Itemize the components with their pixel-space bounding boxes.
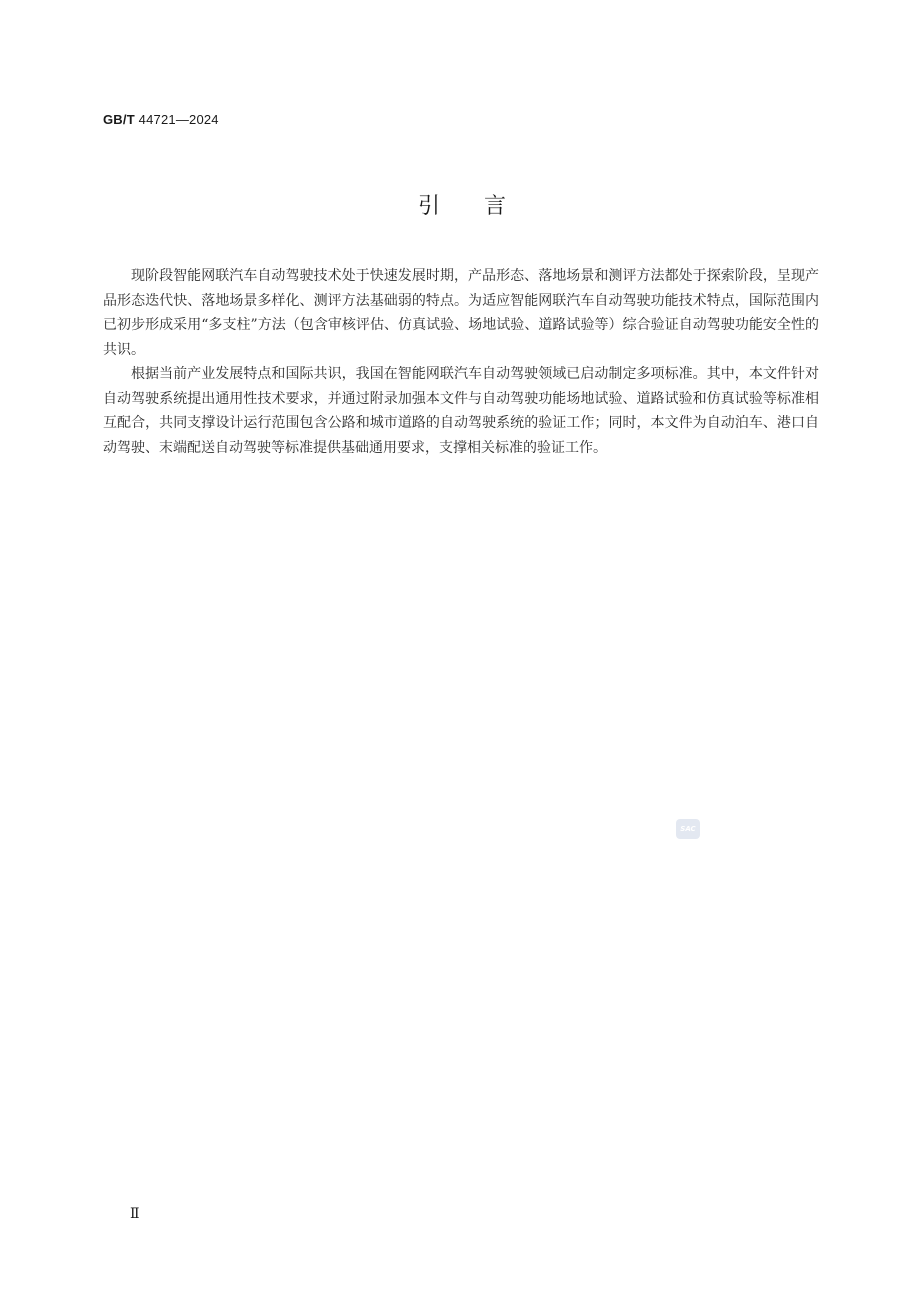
- standard-number: 44721—2024: [134, 112, 219, 127]
- sac-watermark-logo: SAC: [676, 819, 700, 839]
- page-number: Ⅱ: [130, 1206, 140, 1222]
- standard-code: [103, 112, 219, 127]
- introduction-body: [103, 264, 819, 460]
- paragraph-2: 根据当前产业发展特点和国际共识，我国在智能网联汽车自动驾驶领域已启动制定多项标准。其中，本文件针对自动驾驶系统提出通用性技术要求，并通过附录加强本文件与自动驾驶功能场地试验、道路试验和仿真试验等标准相互配合，共同支撑设计运行范围包含公路和城市道路的自动驾驶系统的验证工作；同时，本文件为自动泊车、港口自动驾驶、末端配送自动驾驶等标准提供基础通用要求，支撑相关标准的验证工作。: [103, 366, 819, 456]
- paragraph-1: 现阶段智能网联汽车自动驾驶技术处于快速发展时期，产品形态、落地场景和测评方法都处于探索阶段，呈现产品形态迭代快、落地场景多样化、测评方法基础弱的特点。为适应智能网联汽车自动驾驶功能技术特点，国际范围内已初步形成采用“多支柱”方法（包含审核评估、仿真试验、场地试验、道路试验等）综合验证自动驾驶功能安全性的共识。: [103, 268, 819, 358]
- page-title: 引言: [417, 194, 550, 219]
- standard-prefix: GB/T: [103, 112, 135, 127]
